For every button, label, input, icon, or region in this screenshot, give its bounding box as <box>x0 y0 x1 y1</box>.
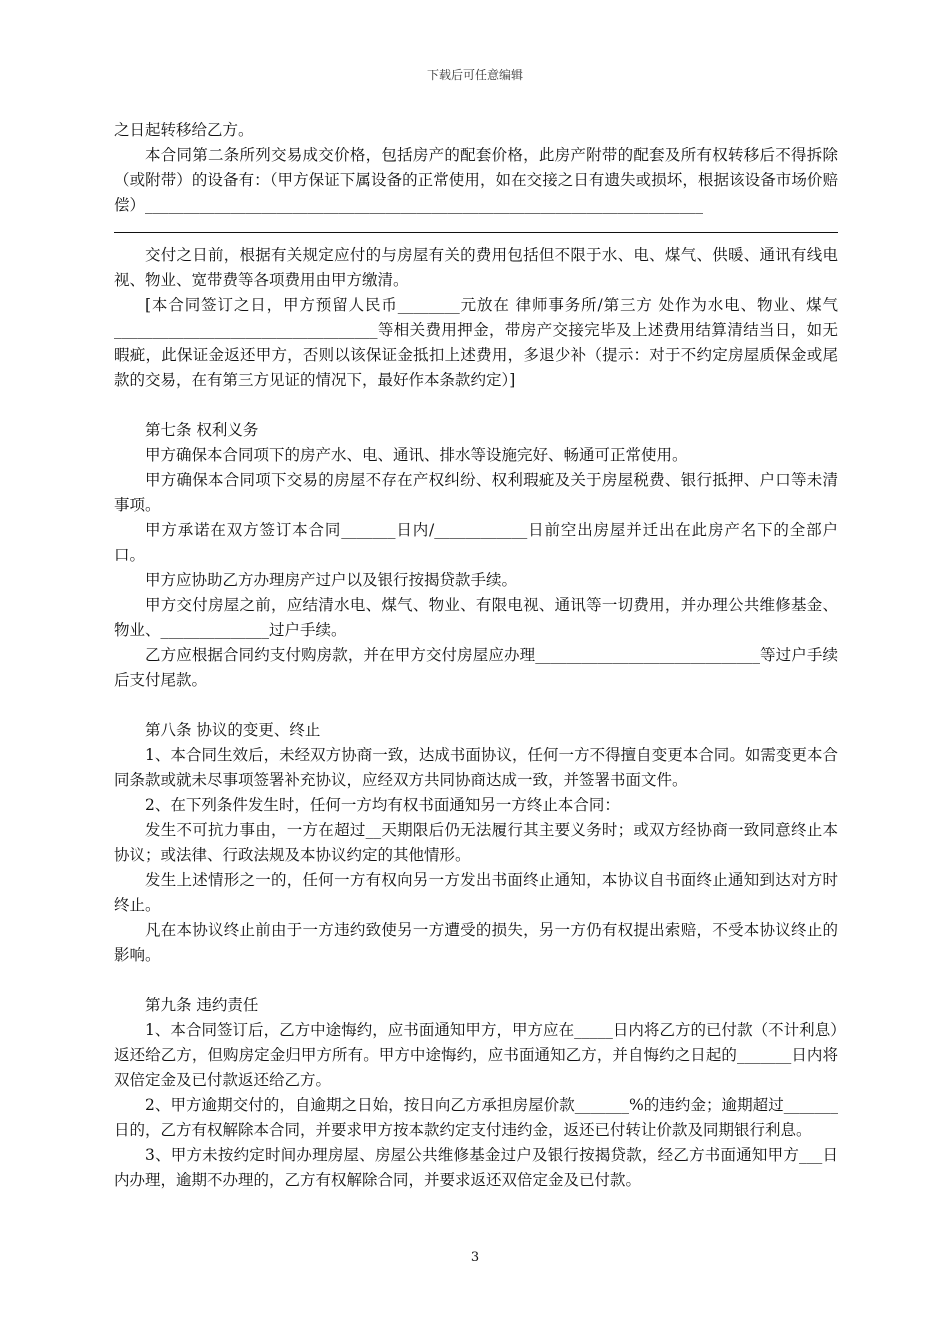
paragraph: 1、本合同生效后，未经双方协商一致，达成书面协议，任何一方不得擅自变更本合同。如需变更本合同条款或就未尽事项签署补充协议，应经双方共同协商达成一致，并签署书面文件。 <box>114 746 838 789</box>
paragraph: 交付之日前，根据有关规定应付的与房屋有关的费用包括但不限于水、电、煤气、供暖、通讯有线电视、物业、宽带费等各项费用由甲方缴清。 <box>114 246 838 289</box>
paragraph: 3、甲方未按约定时间办理房屋、房屋公共维修基金过户及银行按揭贷款，经乙方书面通知甲方___日内办理，逾期不办理的，乙方有权解除合同，并要求返还双倍定金及已付款。 <box>114 1146 838 1189</box>
paragraph: [本合同签订之日，甲方预留人民币________元放在 律师事务所/第三方 处作为水电、物业、煤气__________________________________等相关费用押金，带房产交接完毕及上述费用结算清结当日，如无暇疵，此保证金返还甲方，否则以该保证金抵扣上述费用，多退少补（提示：对于不约定房屋质保金或尾款的交易，在有第三方见证的情况下，最好作本条款约定）] <box>114 296 838 389</box>
paragraph: 甲方确保本合同项下的房产水、电、通讯、排水等设施完好、畅通可正常使用。 <box>145 446 688 464</box>
paragraph: 发生上述情形之一的，任何一方有权向另一方发出书面终止通知，本协议自书面终止通知到达对方时终止。 <box>114 871 838 914</box>
paragraph: 本合同第二条所列交易成交价格，包括房产的配套价格，此房产附带的配套及所有权转移后不得拆除（或附带）的设备有：（甲方保证下属设备的正常使用，如在交接之日有遗失或损坏，根据该设备市场价赔偿）________________________________________________________________________ <box>114 146 838 214</box>
section-heading-7: 第七条 权利义务 <box>145 421 259 439</box>
fill-in-line <box>114 218 838 233</box>
paragraph: 甲方交付房屋之前，应结清水电、煤气、物业、有限电视、通讯等一切费用，并办理公共维修基金、物业、______________过户手续。 <box>114 596 838 639</box>
paragraph: 甲方承诺在双方签订本合同_______日内/____________日前空出房屋并迁出在此房产名下的全部户口。 <box>114 521 838 564</box>
paragraph: 乙方应根据合同约支付购房款，并在甲方交付房屋应办理_____________________________等过户手续后支付尾款。 <box>114 646 838 689</box>
document-body <box>114 118 838 1193</box>
page-header: 下载后可任意编辑 <box>426 68 523 82</box>
paragraph: 甲方应协助乙方办理房产过户以及银行按揭贷款手续。 <box>145 571 518 589</box>
paragraph: 2、在下列条件发生时，任何一方均有权书面通知另一方终止本合同： <box>145 796 620 814</box>
section-heading-9: 第九条 违约责任 <box>145 996 259 1014</box>
paragraph: 之日起转移给乙方。 <box>114 121 254 139</box>
section-heading-8: 第八条 协议的变更、终止 <box>145 721 321 739</box>
page-number: 3 <box>470 1250 480 1265</box>
paragraph: 甲方确保本合同项下交易的房屋不存在产权纠纷、权利瑕疵及关于房屋税费、银行抵押、户口等未清事项。 <box>114 471 838 514</box>
paragraph: 2、甲方逾期交付的，自逾期之日始，按日向乙方承担房屋价款_______%的违约金；逾期超过_______ 日的，乙方有权解除本合同，并要求甲方按本款约定支付违约金，返还已付转让价款及同期银行利息。 <box>114 1096 838 1139</box>
paragraph: 1、本合同签订后，乙方中途悔约，应书面通知甲方，甲方应在_____日内将乙方的已付款（不计利息）返还给乙方，但购房定金归甲方所有。甲方中途悔约，应书面通知乙方，并自悔约之日起的_______日内将双倍定金及已付款返还给乙方。 <box>114 1021 838 1089</box>
paragraph: 发生不可抗力事由，一方在超过__天期限后仍无法履行其主要义务时；或双方经协商一致同意终止本协议；或法律、行政法规及本协议约定的其他情形。 <box>114 821 838 864</box>
paragraph: 凡在本协议终止前由于一方违约致使另一方遭受的损失，另一方仍有权提出索赔，不受本协议终止的影响。 <box>114 921 838 964</box>
